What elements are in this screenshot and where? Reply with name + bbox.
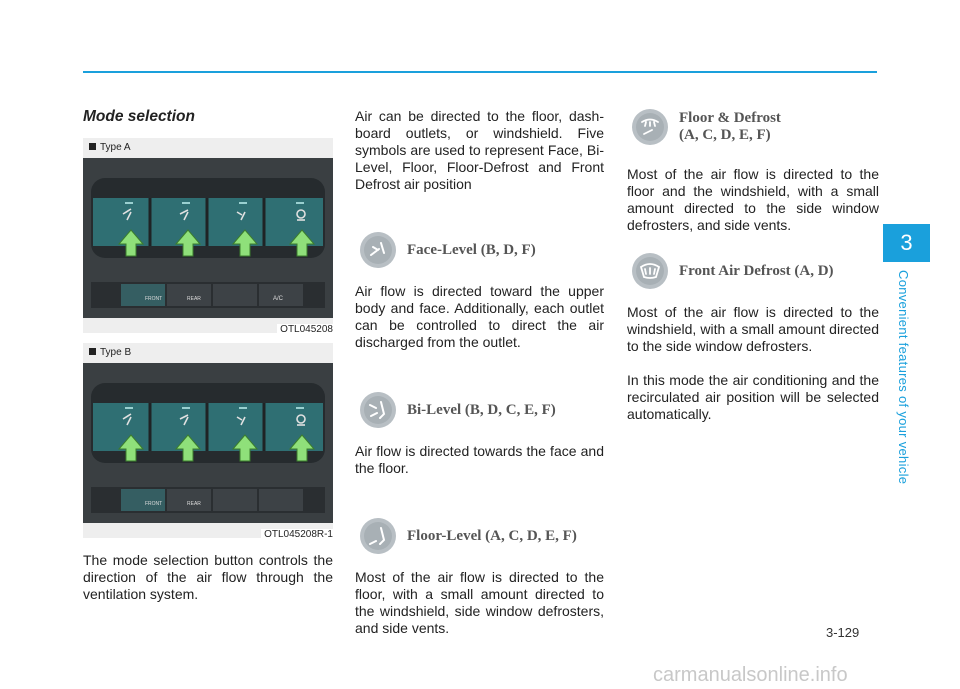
column-middle (355, 108, 604, 637)
mode-heading-face (355, 231, 604, 269)
mode-text: Most of the air flow is directed to the floor, with a small amount directed to the windshield, side window defrosters, and side vents. (355, 569, 604, 636)
figure-type-label: Type A (89, 142, 131, 153)
figure-code: OTL045208 (277, 324, 333, 335)
figure-type-label: Type B (89, 347, 131, 358)
face-level-icon (359, 231, 397, 269)
chapter-tab: 3 (883, 224, 930, 262)
mode-text: Most of the air flow is directed to the floor and the windshield, with a small amount directed to the side window defrosters, and side vents. (627, 166, 879, 233)
mode-title: Face-Level (B, D, F) (407, 241, 536, 258)
header-rule (83, 71, 877, 73)
mode-text: Most of the air flow is directed to the windshield, with a small amount directed to the side window defrosters. (627, 304, 879, 354)
button-label: REAR (187, 296, 201, 302)
figure-type-a (83, 138, 333, 333)
button-label: REAR (187, 501, 201, 507)
watermark: carmanualsonline.info (653, 664, 848, 686)
chapter-title: Convenient features of your vehicle (896, 270, 911, 485)
mode-heading-bilevel (355, 391, 604, 429)
front-defrost-icon (631, 252, 669, 290)
mode-title: Bi-Level (B, D, C, E, F) (407, 401, 556, 418)
section-heading: Mode selection (83, 108, 195, 125)
page-number: 3-129 (826, 625, 860, 640)
button-label: A/C (273, 296, 284, 302)
figure-type-b (83, 343, 333, 538)
column-left (83, 108, 333, 603)
mode-heading-floor (355, 517, 604, 555)
mode-heading-floor-defrost (627, 108, 879, 146)
mode-title: Floor-Level (A, C, D, E, F) (407, 527, 577, 544)
body-text: The mode selection button controls the direction of the air flow through the ventilation system. (83, 552, 333, 602)
intro-text: Air can be directed to the floor, dash-board outlets, or windshield. Five symbols are used to represent Face, Bi-Level, Floor, Floor-Defrost and Front Defrost air position (355, 108, 604, 192)
mode-text: Air flow is directed toward the upper body and face. Additionally, each outlet can be controlled to direct the air discharged from the outlet. (355, 283, 604, 350)
floor-level-icon (359, 517, 397, 555)
button-label: FRONT (145, 501, 163, 507)
climate-panel-image (83, 363, 333, 523)
mode-title: Front Air Defrost (A, D) (679, 262, 834, 279)
floor-defrost-icon (631, 108, 669, 146)
mode-title: Floor & Defrost (A, C, D, E, F) (679, 110, 781, 143)
climate-panel-image (83, 158, 333, 318)
mode-text: Air flow is directed towards the face and the floor. (355, 443, 604, 476)
bi-level-icon (359, 391, 397, 429)
mode-heading-front-defrost (627, 252, 879, 290)
button-label: FRONT (145, 296, 163, 302)
figure-code: OTL045208R-1 (261, 529, 333, 540)
note-text: In this mode the air conditioning and the recirculated air position will be selected automatically. (627, 372, 879, 422)
column-right (627, 108, 879, 423)
